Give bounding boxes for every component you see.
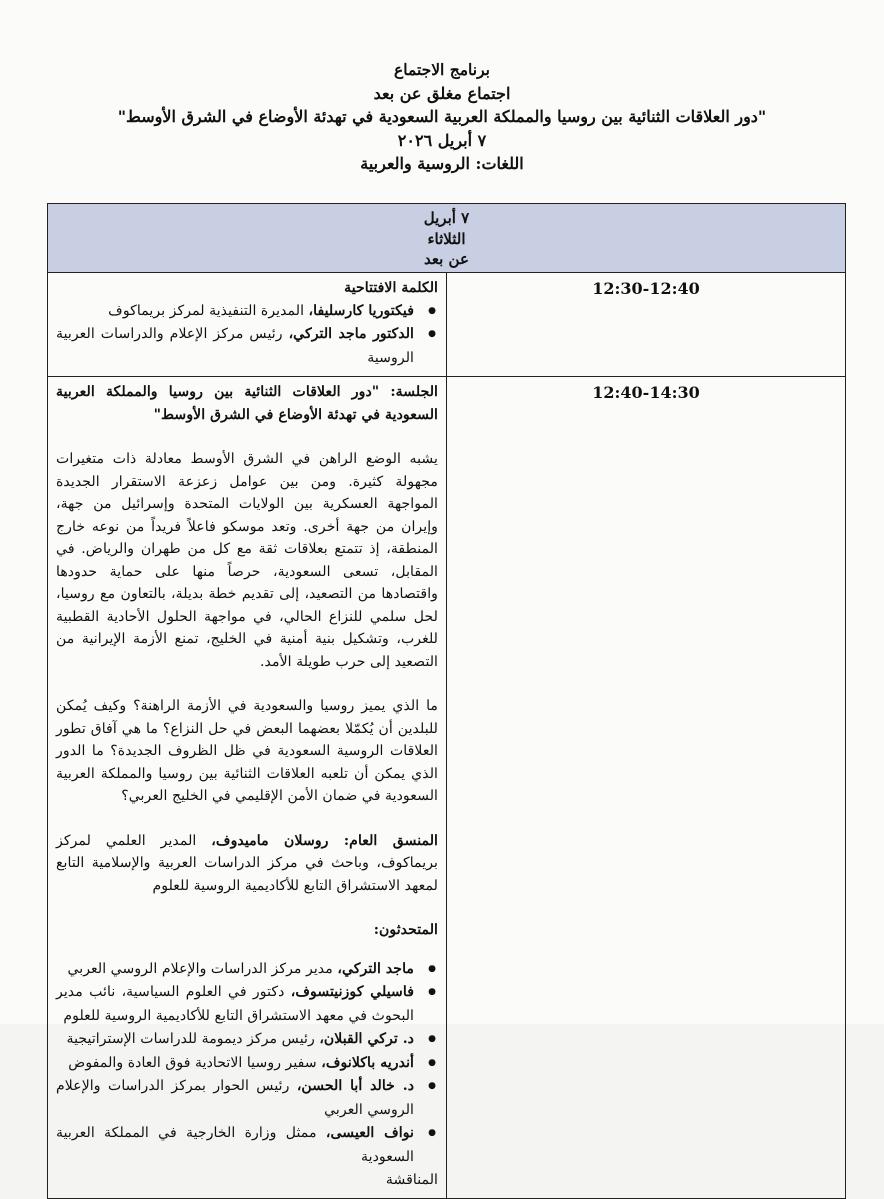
program-table (47, 203, 846, 1199)
document-header (0, 58, 884, 176)
session-content (48, 377, 447, 1199)
speaker-role: مدير مركز الدراسات والإعلام الروسي العربي (67, 960, 338, 977)
session-time: 12:40-14:30 (447, 377, 846, 1199)
session-title: "دور العلاقات الثنائية بين روسيا والمملكة العربية السعودية في تهدئة الأوضاع في الشرق الأوسط" (56, 384, 438, 423)
speaker-role: المديرة التنفيذية لمركز بريماكوف (108, 302, 309, 319)
moderator-name: روسلان ماميدوف، (211, 832, 344, 849)
session-row (48, 377, 846, 1199)
speaker-name: فيكتوريا كارسليفا، (308, 302, 414, 319)
list-item (56, 300, 414, 324)
speaker-role: ممثل وزارة الخارجية في المملكة العربية السعودية (56, 1125, 414, 1165)
list-item (56, 323, 414, 370)
list-item (56, 1028, 414, 1052)
speaker-name: أندريه باكلانوف، (321, 1054, 414, 1071)
speaker-role: رئيس مركز ديمومة للدراسات الإستراتيجية (66, 1031, 320, 1047)
speaker-name: فاسيلي كوزنيتسوف، (290, 984, 414, 1000)
speaker-name: د. خالد أبا الحسن، (296, 1078, 415, 1094)
session-heading (56, 381, 438, 426)
opening-speakers-list (56, 300, 438, 371)
session-paragraph-1: يشبه الوضع الراهن في الشرق الأوسط معادلة ذات متغيرات مجهولة كثيرة. ومن بين عوامل زعزعة الاستقرار الجديدة المواجهة العسكرية بين الولايات المتحدة وإسرائيل من جهة، وإيران من جهة أخرى. وتعد موسكو فاعلاً فريداً من نوعه خارج المنطقة، إذ تتمتع بعلاقات ثقة مع كل من طهران والرياض. في المقابل، تسعى السعودية، حرصاً منها على حماية حدودها واقتصادها من التصعيد، إلى تقديم خطة بديلة، بالتعاون مع روسيا، لحل سلمي للنزاع الحالي، في مواجهة الحلول الأحادية القطبية للغرب، وتشكيل بنية أمنية في الخليج، تمنع الأزمة الإيرانية من التصعيد إلى حرب طويلة الأمد. (56, 451, 438, 670)
speaker-role: دكتور في العلوم السياسية، نائب مدير البحوث في معهد الاستشراق التابع للأكاديمية الروسية للعلوم (56, 984, 414, 1024)
speaker-role: رئيس الحوار بمركز الدراسات والإعلام الروسي العربي (56, 1078, 414, 1118)
discussion-label: المناقشة (385, 1172, 438, 1188)
list-item (56, 1052, 414, 1076)
speaker-role: رئيس مركز الإعلام والدراسات العربية الروسية (56, 326, 414, 366)
meeting-date: ٧ أبريل ٢٠٢٦ (397, 130, 487, 150)
moderator-label: المنسق العام: (343, 832, 438, 849)
program-title: برنامج الاجتماع (394, 60, 490, 79)
list-item (56, 958, 414, 982)
day-date: ٧ أبريل (423, 209, 470, 227)
opening-title: الكلمة الافتتاحية (344, 280, 438, 296)
speaker-name: ماجد التركي، (337, 960, 414, 977)
day-weekday: الثلاثاء (427, 229, 466, 248)
opening-time: 12:30-12:40 (447, 273, 846, 377)
list-item (56, 1122, 414, 1169)
list-item (56, 981, 414, 1028)
day-header-cell (48, 204, 846, 273)
session-speakers-list (56, 958, 438, 1170)
moderator-role: المدير العلمي لمركز بريماكوف، وباحث في مركز الدراسات العربية والإسلامية التابع لمعهد الاستشراق التابع للأكاديمية الروسية للعلوم (56, 832, 438, 894)
session-label: الجلسة: (390, 384, 438, 400)
speakers-label: المتحدثون: (373, 922, 438, 938)
meeting-type: اجتماع مغلق عن بعد (373, 83, 511, 103)
speaker-name: د. تركي القبلان، (319, 1031, 414, 1047)
session-paragraph-2: ما الذي يميز روسيا والسعودية في الأزمة الراهنة؟ وكيف يُمكن للبلدين أن يُكمّلا بعضهما البعض في حل النزاع؟ ما هي آفاق تطور العلاقات الروسية السعودية في ظل الظروف الجديدة؟ ما الدور الذي يمكن أن تلعبه العلاقات الثنائية بين روسيا والمملكة العربية السعودية في ضمان الأمن الإقليمي في الخليج العربي؟ (56, 698, 438, 804)
day-mode: عن بعد (424, 250, 469, 268)
opening-content (48, 273, 447, 377)
speaker-role: سفير روسيا الاتحادية فوق العادة والمفوض (68, 1054, 322, 1071)
speaker-name: نواف العيسى، (325, 1125, 414, 1141)
moderator-line (56, 830, 438, 898)
day-row (48, 204, 846, 273)
speaker-name: الدكتور ماجد التركي، (288, 326, 414, 342)
opening-row (48, 273, 846, 377)
meeting-topic: "دور العلاقات الثنائية بين روسيا والمملكة العربية السعودية في تهدئة الأوضاع في الشرق الأوسط" (117, 107, 767, 126)
meeting-languages: اللغات: الروسية والعربية (360, 154, 524, 173)
list-item (56, 1075, 414, 1122)
